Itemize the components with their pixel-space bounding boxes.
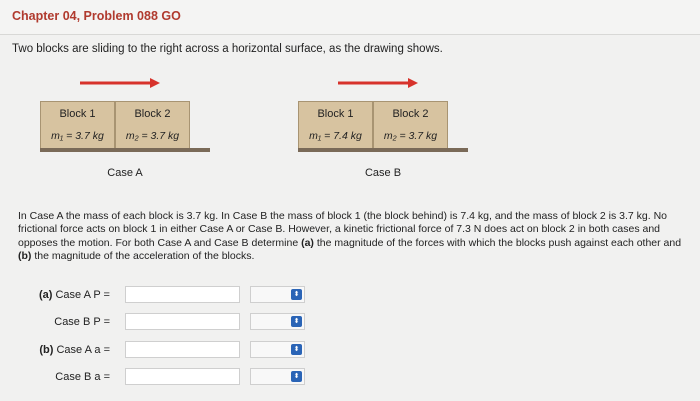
- motion-arrow-icon: [338, 78, 418, 88]
- answer-label: [39, 344, 110, 356]
- answer-label-text: Case A P =: [55, 289, 110, 301]
- case-b-force-unit-select[interactable]: [250, 313, 305, 330]
- block-1: [298, 101, 373, 149]
- statement-part-1: In Case A the mass of each block is 3.7 kg. In Case B the mass of block 1 (the block behind) is 7.4 kg, and the mass of block 2 is 3.7 kg. No frictional force acts on block 1 in either Case A or Case B. However, a kinetic frictional force of 7.3 N does act on block 2 in both cases and opposes the motion. For both Case A and Case B determine: [18, 210, 668, 249]
- block-1-label: Block 1: [59, 108, 96, 120]
- answer-row-case-a-a: [0, 341, 700, 361]
- header-bar: [0, 0, 700, 35]
- statement-part-3: the magnitude of the acceleration of the blocks.: [31, 250, 255, 263]
- select-arrows-icon: ⬍: [291, 344, 302, 355]
- answer-label-text: Case A a =: [56, 344, 110, 356]
- block-2-mass: m₂ = 3.7 kg: [125, 130, 180, 142]
- ground-surface: [298, 148, 468, 152]
- problem-statement: [18, 210, 684, 264]
- answer-label: [39, 289, 110, 301]
- case-b-force-input[interactable]: [125, 313, 240, 330]
- answer-label-text: Case B P =: [54, 316, 110, 328]
- case-a-force-input[interactable]: [125, 286, 240, 303]
- part-b-tag: (b): [18, 250, 32, 263]
- motion-arrow-icon: [80, 78, 160, 88]
- block-2: [115, 101, 190, 149]
- select-arrows-icon: ⬍: [291, 316, 302, 327]
- case-b-label: Case B: [364, 167, 402, 179]
- answer-label: [55, 371, 110, 383]
- answer-label: [54, 316, 110, 328]
- block-2-mass: m₂ = 3.7 kg: [383, 130, 438, 142]
- case-a-acceleration-input[interactable]: [125, 341, 240, 358]
- select-arrows-icon: ⬍: [291, 289, 302, 300]
- case-a-acceleration-unit-select[interactable]: [250, 341, 305, 358]
- block-1-label: Block 1: [317, 108, 354, 120]
- page-title: Chapter 04, Problem 088 GO: [12, 9, 181, 23]
- part-tag: (b): [39, 344, 54, 356]
- statement-part-2: the magnitude of the forces with which the blocks push against each other and: [313, 236, 682, 249]
- answer-row-case-b-a: [0, 368, 700, 388]
- part-a-tag: (a): [301, 236, 314, 249]
- block-2: [373, 101, 448, 149]
- block-1-mass: m₁ = 7.4 kg: [309, 130, 362, 142]
- case-b-figure: [298, 66, 468, 186]
- block-1: [40, 101, 115, 149]
- block-2-label: Block 2: [392, 108, 429, 120]
- ground-surface: [40, 148, 210, 152]
- problem-intro: Two blocks are sliding to the right across a horizontal surface, as the drawing shows.: [12, 43, 443, 55]
- answer-row-case-b-p: [0, 313, 700, 333]
- answer-row-case-a-p: [0, 286, 700, 306]
- case-a-label: Case A: [107, 167, 143, 179]
- part-tag: (a): [38, 289, 53, 301]
- block-1-mass: m₁ = 3.7 kg: [51, 130, 104, 142]
- case-a-force-unit-select[interactable]: [250, 286, 305, 303]
- case-b-acceleration-input[interactable]: [125, 368, 240, 385]
- block-2-label: Block 2: [134, 108, 171, 120]
- select-arrows-icon: ⬍: [291, 371, 302, 382]
- case-a-figure: [40, 66, 210, 186]
- answer-label-text: Case B a =: [55, 371, 110, 383]
- case-b-acceleration-unit-select[interactable]: [250, 368, 305, 385]
